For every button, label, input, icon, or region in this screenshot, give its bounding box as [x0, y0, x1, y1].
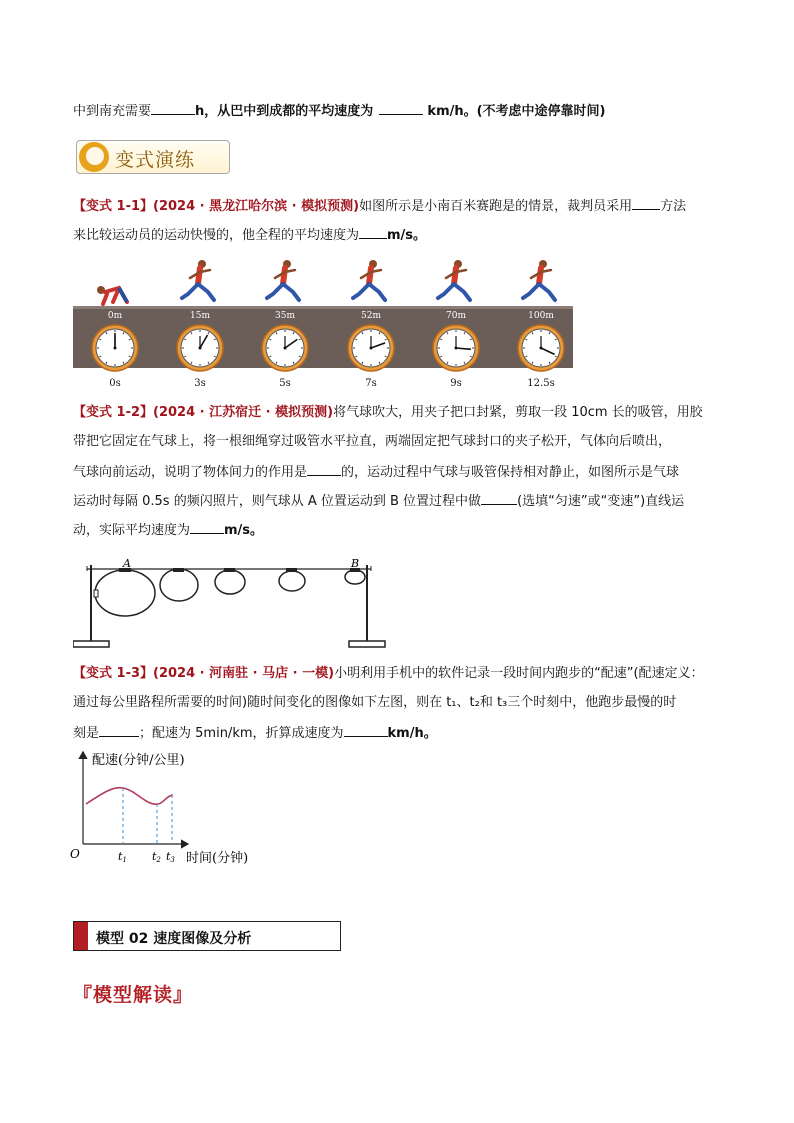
balloon-figure — [73, 557, 393, 649]
answer-blank — [151, 100, 195, 115]
answer-blank — [379, 100, 423, 115]
answer-blank — [359, 224, 387, 239]
model-interpretation-heading: 『模型解读』 — [73, 984, 194, 1006]
distance-label: 15m — [190, 311, 210, 321]
q2-line3: 气球向前运动，说明了物体间力的作用是 的，运动过程中气球与吸管保持相对静止，如图所示是气球 — [73, 461, 733, 483]
q3-line3: 刻是 ；配速为 5min/km，折算成速度为 km/h。 — [73, 722, 733, 744]
runner — [267, 260, 299, 300]
stopwatch-icon — [92, 325, 138, 371]
runner — [438, 260, 470, 300]
tick-label-t3: t3 — [166, 850, 175, 864]
distance-label: 70m — [446, 311, 466, 321]
answer-blank — [99, 722, 139, 737]
distance-label: 0m — [107, 311, 123, 321]
q2-tag: 【变式 1-2】(2024 · 江苏宿迁 · 模拟预测) — [73, 405, 334, 420]
answer-blank — [307, 461, 341, 476]
balloon — [94, 568, 155, 616]
answer-blank — [344, 722, 388, 737]
q1-tag: 【变式 1-1】(2024 · 黑龙江哈尔滨 · 模拟预测) — [73, 199, 360, 214]
top-line: 中到南充需要 h，从巴中到成都的平均速度为 km/h。(不考虑中途停靠时间) — [73, 100, 733, 122]
distance-label: 52m — [361, 311, 381, 321]
stopwatch-icon — [262, 325, 308, 371]
q2-line4: 运动时每隔 0.5s 的频闪照片，则气球从 A 位置运动到 B 位置过程中做 (选填“匀速”或“变速”)直线运 — [73, 490, 733, 512]
q2-line2: 带把它固定在气球上，将一根细绳穿过吸管水平拉直，两端固定把气球封口的夹子松开，气体向后喷出， — [73, 434, 672, 449]
balloon — [279, 568, 305, 591]
runners-group — [97, 260, 555, 304]
tick-label-t2: t2 — [152, 850, 161, 864]
q3-tag: 【变式 1-3】(2024 · 河南驻 · 马店 · 一模) — [73, 666, 335, 681]
model-title: 模型 02 速度图像及分析 — [96, 931, 252, 947]
pace-curve — [86, 788, 173, 805]
y-axis-label: 配速(分钟/公里) — [92, 753, 185, 768]
time-label: 7s — [365, 378, 377, 389]
time-label: 5s — [279, 378, 291, 389]
q3-line2: 通过每公里路程所需要的时间)随时间变化的图像如下左图，则在 t₁、t₂和 t₃三个时刻中，他跑步最慢的时 — [73, 695, 677, 710]
q1-line2: 来比较运动员的运动快慢的，他全程的平均速度为 m/s。 — [73, 224, 733, 246]
runner — [353, 260, 385, 300]
banner-title: 变式演练 — [115, 149, 196, 171]
variant-practice-banner — [76, 140, 230, 174]
runner — [97, 286, 127, 304]
model-header — [73, 921, 341, 951]
q1-line1: 【变式 1-1】(2024 · 黑龙江哈尔滨 · 模拟预测)如图所示是小南百米赛跑是的情景，裁判员采用 方法 — [73, 195, 733, 217]
distance-label: 100m — [528, 311, 554, 321]
runner — [523, 260, 555, 300]
banner-circle-icon — [76, 140, 112, 174]
q2-line5: 动，实际平均速度为 m/s。 — [73, 519, 733, 541]
q2-line1: 【变式 1-2】(2024 · 江苏宿迁 · 模拟预测)将气球吹大，用夹子把口封紧，剪取一段 10cm 长的吸管，用胶 — [73, 405, 703, 420]
x-axis-label: 时间(分钟) — [186, 851, 249, 866]
pace-chart — [66, 748, 266, 874]
stopwatch-icon — [433, 325, 479, 371]
answer-blank — [190, 519, 224, 534]
time-label: 3s — [194, 378, 206, 389]
origin-label: O — [70, 847, 80, 861]
stopwatch-icon — [177, 325, 223, 371]
answer-blank — [481, 490, 517, 505]
label-b: B — [351, 557, 360, 570]
balloon — [160, 568, 198, 601]
time-label: 9s — [450, 378, 462, 389]
runner — [182, 260, 214, 300]
q3-line1: 【变式 1-3】(2024 · 河南驻 · 马店 · 一模)小明利用手机中的软件记录一段时间内跑步的“配速”(配速定义： — [73, 666, 704, 681]
tick-label-t1: t1 — [118, 850, 127, 864]
distance-label: 35m — [275, 311, 295, 321]
stopwatch-icon — [518, 325, 564, 371]
balloon — [345, 568, 365, 584]
stopwatch-icon — [348, 325, 394, 371]
time-label: 12.5s — [527, 378, 555, 389]
balloon — [215, 568, 245, 594]
label-a: A — [123, 557, 131, 570]
time-label: 0s — [109, 378, 121, 389]
model-bar — [74, 922, 88, 950]
race-figure — [73, 258, 573, 392]
answer-blank — [632, 195, 660, 210]
